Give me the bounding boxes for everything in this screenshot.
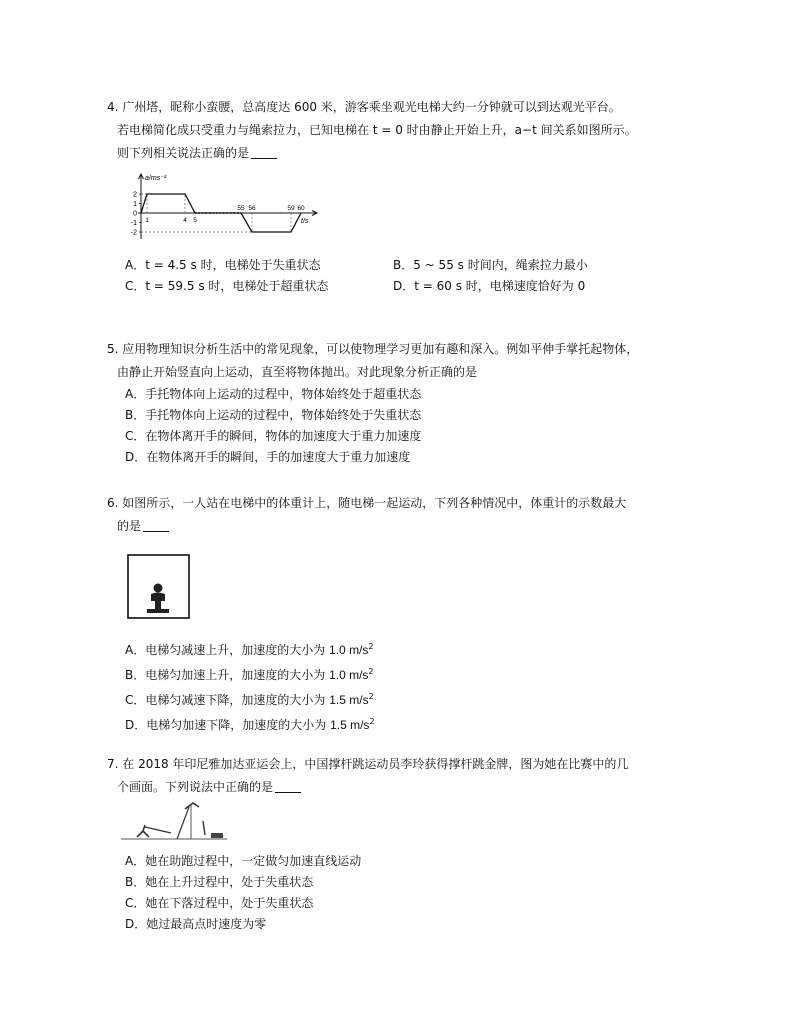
option-label: A． bbox=[125, 643, 146, 657]
option-label: C． bbox=[125, 429, 146, 443]
scale-icon bbox=[147, 609, 169, 613]
option-label: D． bbox=[125, 718, 147, 732]
option-text: 5 ~ 55 s 时间内，绳索拉力最小 bbox=[413, 258, 588, 272]
option-text: 她在下落过程中，处于失重状态 bbox=[145, 896, 314, 910]
option-label: C． bbox=[125, 896, 146, 910]
option-exponent: 2 bbox=[368, 642, 374, 651]
option-label: A． bbox=[125, 258, 146, 272]
option-label: B． bbox=[393, 258, 414, 272]
elevator-figure bbox=[127, 554, 191, 620]
x-tick-label: 60 bbox=[297, 205, 305, 212]
y-axis-label: a/ms⁻² bbox=[145, 175, 167, 182]
option-value: 1.0 m/s bbox=[329, 668, 369, 682]
option-text: 手托物体向上运动的过程中，物体始终处于超重状态 bbox=[145, 387, 422, 401]
option-text: t = 4.5 s 时，电梯处于失重状态 bbox=[145, 258, 321, 272]
q7-line-2-text: 个画面。下列说法中正确的是 bbox=[117, 780, 274, 794]
q6-line-2-text: 的是 bbox=[117, 519, 142, 533]
q6-option-c[interactable] bbox=[125, 686, 747, 711]
answer-blank bbox=[251, 146, 277, 159]
q7-option-a[interactable] bbox=[125, 851, 747, 872]
option-text: 电梯匀减速上升，加速度的大小为 bbox=[145, 643, 330, 657]
option-text: 手托物体向上运动的过程中，物体始终处于失重状态 bbox=[145, 408, 422, 422]
option-text: t = 59.5 s 时，电梯处于超重状态 bbox=[145, 279, 329, 293]
option-text: 电梯匀加速上升，加速度的大小为 bbox=[145, 668, 330, 682]
jumper-fall-icon bbox=[203, 821, 205, 835]
q5-option-b[interactable] bbox=[125, 405, 747, 426]
y-tick-label: 0 bbox=[133, 210, 137, 218]
q5-option-d[interactable] bbox=[125, 447, 747, 468]
option-label: C． bbox=[125, 279, 146, 293]
q4-line-3 bbox=[107, 142, 747, 165]
y-tick-label: -1 bbox=[130, 220, 137, 227]
q5-option-c[interactable] bbox=[125, 426, 747, 447]
option-label: A． bbox=[125, 387, 146, 401]
answer-blank bbox=[143, 519, 169, 532]
y-tick-label: 2 bbox=[133, 191, 137, 199]
q4-line-2: 若电梯简化成只受重力与绳索拉力，已知电梯在 t = 0 时由静止开始上升，a−t 间关系如图所示。 bbox=[117, 123, 637, 137]
y-tick-label: -2 bbox=[130, 229, 137, 237]
x-tick-label: 5 bbox=[193, 217, 197, 224]
question-4 bbox=[107, 96, 747, 297]
x-tick-label: 55 bbox=[237, 205, 245, 212]
jumper-top-icon bbox=[185, 803, 199, 809]
person-head-icon bbox=[154, 584, 163, 593]
option-text: 在物体离开手的瞬间，物体的加速度大于重力加速度 bbox=[145, 429, 422, 443]
q4-line-1: 4. 广州塔，昵称小蛮腰，总高度达 600 米，游客乘坐观光电梯大约一分钟就可以到达观光平台。 bbox=[107, 100, 621, 114]
option-label: D． bbox=[125, 917, 147, 931]
q7-line-2 bbox=[107, 776, 747, 799]
option-text: 电梯匀加速下降，加速度的大小为 bbox=[146, 718, 331, 732]
x-tick-label: 56 bbox=[248, 205, 256, 212]
q4-option-a[interactable] bbox=[125, 255, 393, 276]
option-text: 她在助跑过程中，一定做匀加速直线运动 bbox=[145, 854, 362, 868]
q5-option-a[interactable] bbox=[125, 384, 747, 405]
option-exponent: 2 bbox=[369, 717, 375, 726]
q6-option-b[interactable] bbox=[125, 661, 747, 686]
q6-option-a[interactable] bbox=[125, 636, 747, 661]
x-axis-label: t/s bbox=[301, 218, 309, 225]
question-7 bbox=[107, 753, 747, 935]
q6-option-d[interactable] bbox=[125, 711, 747, 736]
vault-arc-icon bbox=[177, 807, 189, 839]
pole-vault-figure bbox=[119, 799, 229, 847]
x-tick-label: 1 bbox=[145, 217, 149, 224]
option-text: 电梯匀减速下降，加速度的大小为 bbox=[145, 693, 330, 707]
option-label: D． bbox=[393, 279, 415, 293]
q7-line-1: 7. 在 2018 年印尼雅加达亚运会上，中国撑杆跳运动员李玲获得撑杆跳金牌，图为她在比赛中的几 bbox=[107, 757, 629, 771]
q5-line-2: 由静止开始竖直向上运动，直至将物体抛出。对此现象分析正确的是 bbox=[117, 365, 478, 379]
option-value: 1.5 m/s bbox=[329, 693, 369, 707]
option-label: C． bbox=[125, 693, 146, 707]
y-tick-label: 1 bbox=[133, 201, 137, 208]
x-tick-label: 4 bbox=[183, 217, 187, 224]
option-text: 她在上升过程中，处于失重状态 bbox=[145, 875, 314, 889]
option-exponent: 2 bbox=[368, 692, 374, 701]
q4-option-d[interactable] bbox=[393, 276, 693, 297]
option-exponent: 2 bbox=[368, 667, 374, 676]
option-text: 在物体离开手的瞬间，手的加速度大于重力加速度 bbox=[146, 450, 411, 464]
answer-blank bbox=[275, 780, 301, 793]
option-label: A． bbox=[125, 854, 146, 868]
option-label: B． bbox=[125, 875, 146, 889]
q4-at-chart bbox=[119, 171, 319, 251]
q7-option-c[interactable] bbox=[125, 893, 747, 914]
option-text: 她过最高点时速度为零 bbox=[146, 917, 267, 931]
x-tick-label: 59 bbox=[287, 205, 295, 212]
question-6 bbox=[107, 492, 747, 736]
option-label: B． bbox=[125, 668, 146, 682]
option-text: t = 60 s 时，电梯速度恰好为 0 bbox=[414, 279, 586, 293]
q4-option-b[interactable] bbox=[393, 255, 693, 276]
q4-line-3-text: 则下列相关说法正确的是 bbox=[117, 146, 250, 160]
q4-option-c[interactable] bbox=[125, 276, 393, 297]
landing-mat-icon bbox=[211, 833, 223, 838]
option-value: 1.0 m/s bbox=[329, 643, 369, 657]
q7-option-d[interactable] bbox=[125, 914, 747, 935]
pole-icon bbox=[145, 827, 171, 833]
option-label: D． bbox=[125, 450, 147, 464]
q5-line-1: 5. 应用物理知识分析生活中的常见现象，可以使物理学习更加有趣和深入。例如平伸手掌托起物体， bbox=[107, 342, 639, 356]
option-value: 1.5 m/s bbox=[330, 718, 370, 732]
question-5 bbox=[107, 338, 747, 468]
q7-option-b[interactable] bbox=[125, 872, 747, 893]
q6-line-2 bbox=[107, 515, 747, 538]
q6-line-1: 6. 如图所示，一人站在电梯中的体重计上，随电梯一起运动，下列各种情况中，体重计的示数最大 bbox=[107, 496, 627, 510]
option-label: B． bbox=[125, 408, 146, 422]
